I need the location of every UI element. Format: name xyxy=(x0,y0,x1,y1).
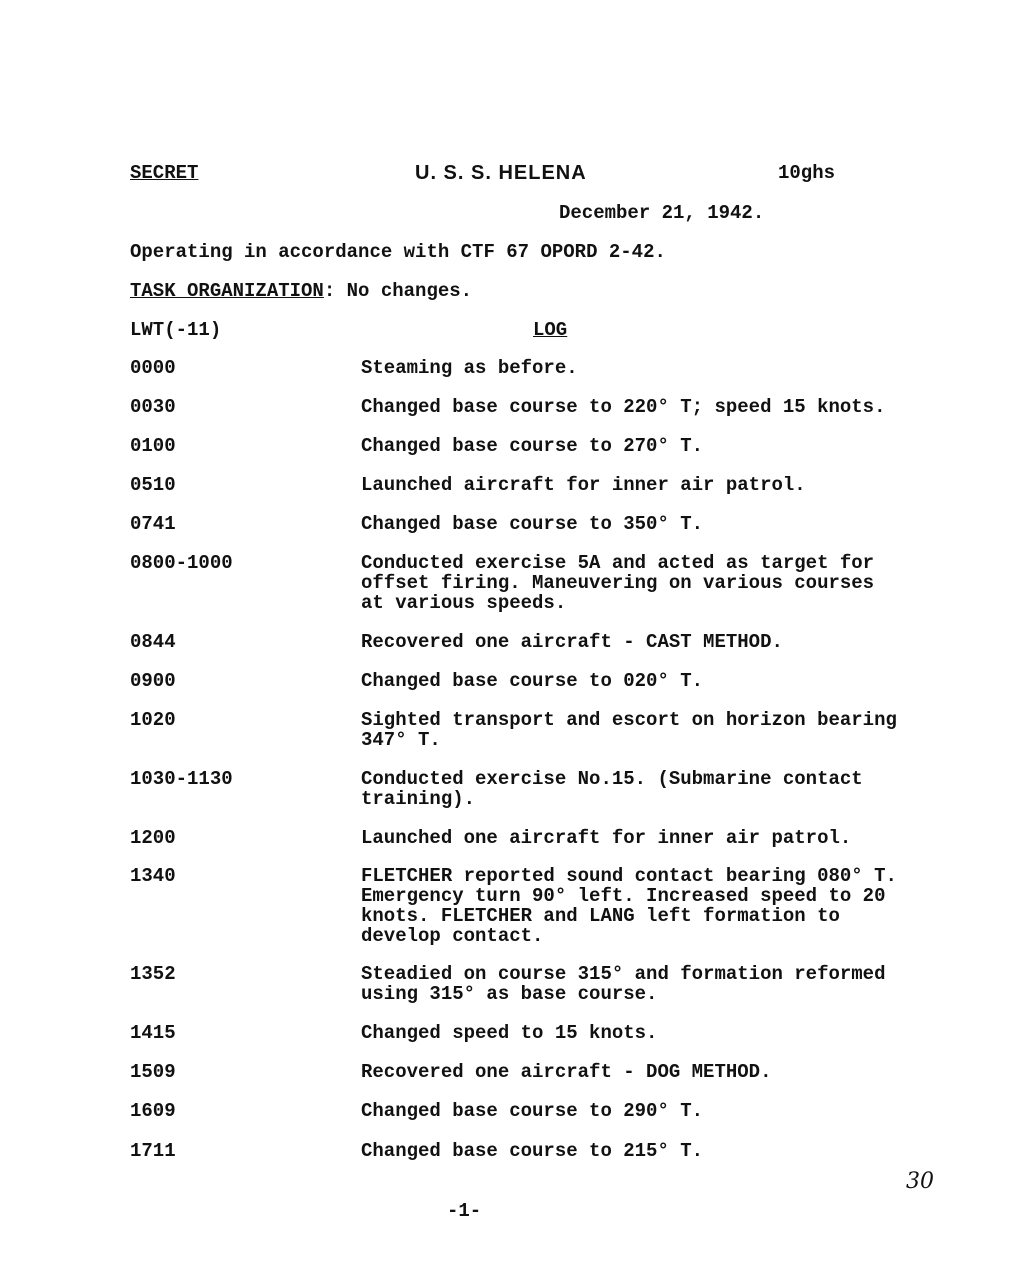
log-entry-text: Changed base course to 020° T. xyxy=(361,670,704,692)
log-entry-time: 1020 xyxy=(130,709,176,731)
log-entry-text: Changed base course to 220° T; speed 15 knots. xyxy=(361,396,886,418)
log-entry-text: Conducted exercise No.15. (Submarine contact training). xyxy=(361,768,863,810)
log-entry-time: 0030 xyxy=(130,396,176,418)
log-entry-text: Launched aircraft for inner air patrol. xyxy=(361,474,806,496)
task-organization-value: : No changes. xyxy=(323,280,473,302)
log-entry-time: 1509 xyxy=(130,1061,176,1083)
log-entry-text: Changed base course to 215° T. xyxy=(361,1140,704,1162)
log-entry-time: 0900 xyxy=(130,670,176,692)
log-entry-text: Changed base course to 290° T. xyxy=(361,1100,704,1122)
ship-name: U. S. S. HELENA xyxy=(415,162,587,184)
log-entry-time: 1609 xyxy=(130,1100,176,1122)
log-entry-text: Recovered one aircraft - CAST METHOD. xyxy=(361,631,783,653)
log-entry-text: Recovered one aircraft - DOG METHOD. xyxy=(361,1061,772,1083)
classification-marking: SECRET xyxy=(130,162,199,184)
page-number: -1- xyxy=(447,1200,482,1222)
log-entry-text: FLETCHER reported sound contact bearing 080° T. Emergency turn 90° left. Increased speed to 20 knots. FLETCHER and LANG left formation to develop contact. xyxy=(361,865,897,947)
task-organization-label: TASK ORGANIZATION xyxy=(130,280,324,302)
log-entry-time: 0844 xyxy=(130,631,176,653)
log-entry-text: Conducted exercise 5A and acted as target for offset firing. Maneuvering on various courses at various speeds. xyxy=(361,552,875,614)
log-date: December 21, 1942. xyxy=(559,202,765,224)
log-entry-text: Sighted transport and escort on horizon bearing 347° T. xyxy=(361,709,897,751)
operating-orders: Operating in accordance with CTF 67 OPORD 2-42. xyxy=(130,241,666,263)
log-column-header: LOG xyxy=(533,319,568,341)
log-entry-time: 0800-1000 xyxy=(130,552,233,574)
task-organization xyxy=(130,281,472,301)
log-entry-text: Changed base course to 270° T. xyxy=(361,435,704,457)
log-entry-time: 1200 xyxy=(130,827,176,849)
log-entry-time: 0510 xyxy=(130,474,176,496)
log-entry-text: Steaming as before. xyxy=(361,357,578,379)
log-entry-time: 1415 xyxy=(130,1022,176,1044)
log-entry-text: Changed speed to 15 knots. xyxy=(361,1022,658,1044)
time-column-header: LWT(-11) xyxy=(130,319,222,341)
handwritten-page-number: 30 xyxy=(906,1169,934,1194)
log-entry-time: 1711 xyxy=(130,1140,176,1162)
document-code: 10ghs xyxy=(778,162,836,184)
log-entry-time: 0000 xyxy=(130,357,176,379)
log-entry-time: 0741 xyxy=(130,513,176,535)
log-entry-time: 1030-1130 xyxy=(130,768,233,790)
log-entry-text: Launched one aircraft for inner air patrol. xyxy=(361,827,852,849)
log-entry-time: 1352 xyxy=(130,963,176,985)
log-entry-text: Steadied on course 315° and formation reformed using 315° as base course. xyxy=(361,963,886,1005)
log-entry-time: 1340 xyxy=(130,865,176,887)
log-entry-time: 0100 xyxy=(130,435,176,457)
log-entry-text: Changed base course to 350° T. xyxy=(361,513,704,535)
